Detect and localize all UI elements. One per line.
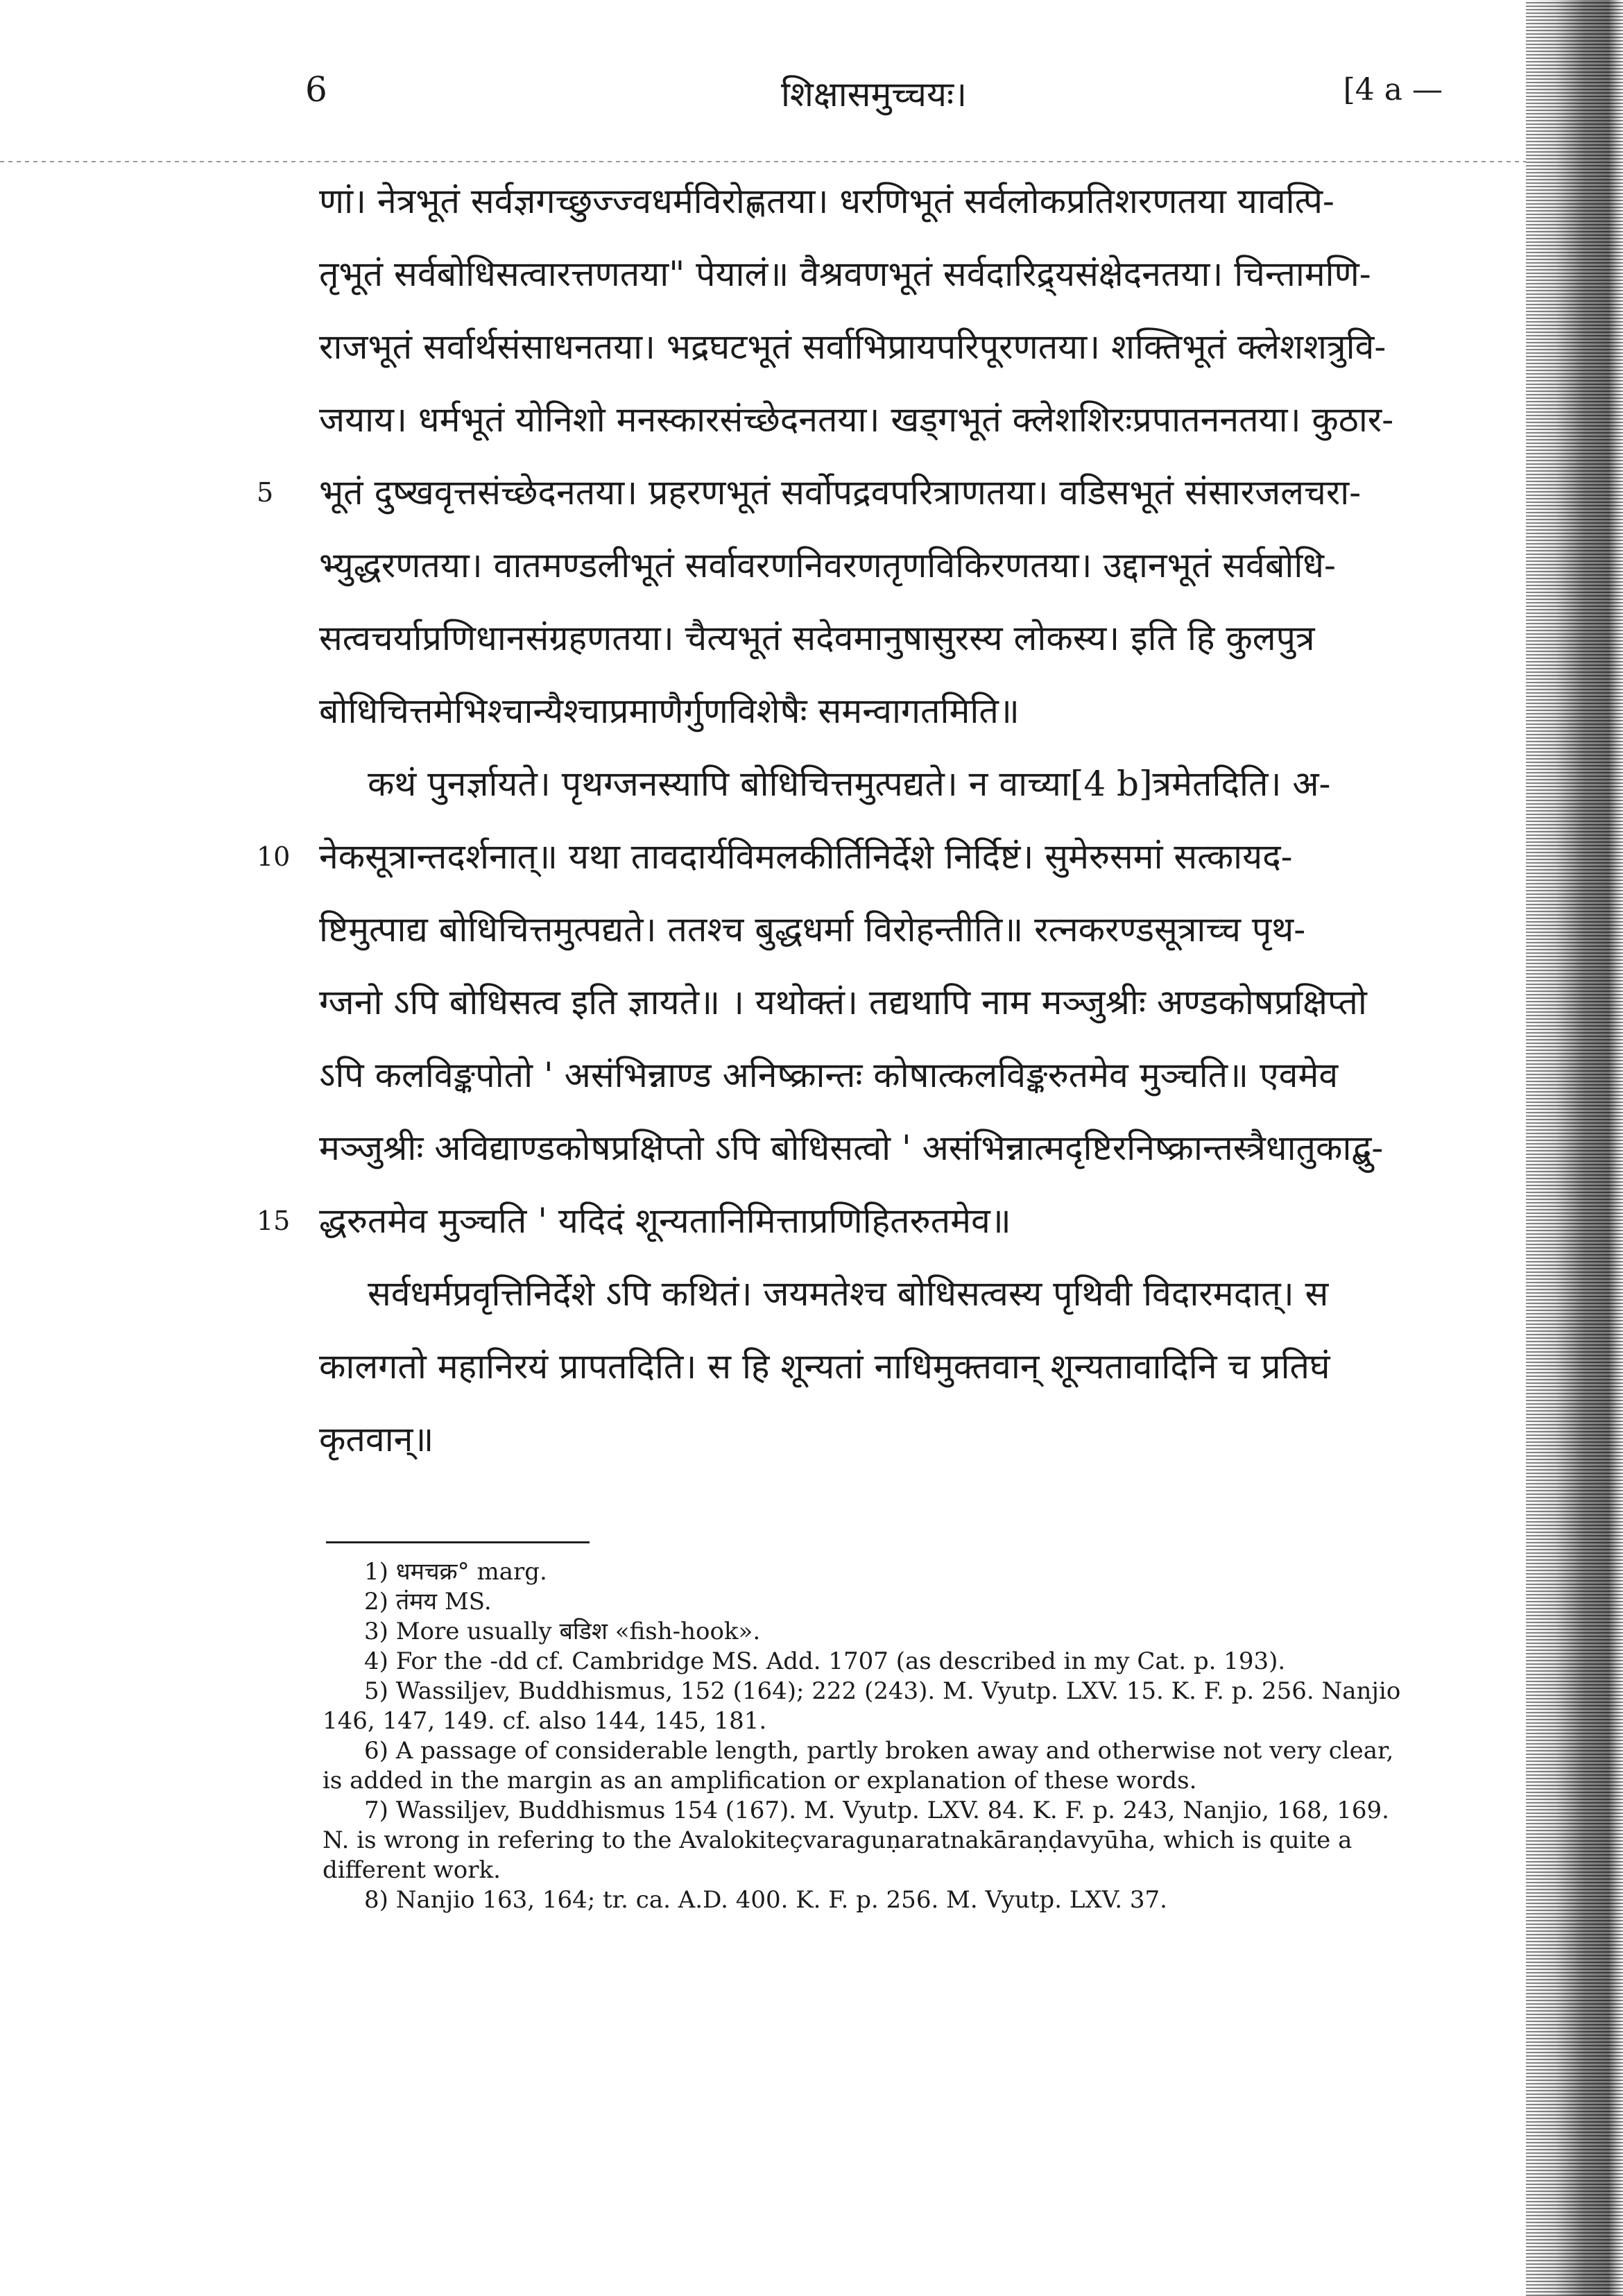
text-line <box>319 384 1443 456</box>
line-text: राजभूतं सर्वार्थसंसाधनतया। भद्रघटभूतं सर्वाभिप्रायपरिपूरणतया। शक्तिभूतं क्लेशशत्रुवि- <box>319 327 1386 367</box>
line-text: कालगतो महानिरयं प्रापतदिति। स हि शून्यतां नाधिमुक्तवान् शून्यतावादिनि च प्रतिघं <box>319 1346 1330 1387</box>
scan-rule <box>0 161 1526 162</box>
text-line <box>319 529 1443 602</box>
line-text: कृतवान्॥ <box>319 1419 434 1459</box>
text-line <box>319 1403 1443 1476</box>
line-number: 10 <box>257 841 291 872</box>
footnotes <box>323 1557 1418 1915</box>
text-line <box>257 1185 1443 1258</box>
line-text: ऽपि कलविङ्कपोतो ' असंभिन्नाण्ड अनिष्क्रान्तः कोषात्कलविङ्करुतमेव मुञ्चति॥ एवमेव <box>319 1055 1339 1095</box>
line-text: भूतं दुष्खवृत्तसंच्छेदनतया। प्रहरणभूतं सर्वोपद्रवपरित्राणतया। वडिसभूतं संसारजलचरा- <box>319 472 1362 513</box>
footnote: 8) Nanjio 163, 164; tr. ca. A.D. 400. K. F. p. 256. M. Vyutp. LXV. 37. <box>364 1886 1167 1914</box>
page-edge-shadow <box>1526 0 1623 2296</box>
line-text: ग्जनो ऽपि बोधिसत्व इति ज्ञायते॥ । यथोक्तं। तद्यथापि नाम मञ्जुश्रीः अण्डकोषप्रक्षिप्तो <box>319 982 1367 1022</box>
line-text: सत्वचर्याप्रणिधानसंग्रहणतया। चैत्यभूतं सदेवमानुषासुरस्य लोकस्य। इति हि कुलपुत्र <box>319 618 1315 658</box>
text-line <box>257 821 1443 893</box>
footnote: 2) तंमय MS. <box>364 1588 492 1616</box>
footnote-rule <box>326 1541 590 1543</box>
folio-reference: [4 a — <box>1343 72 1443 108</box>
text-line <box>319 1039 1443 1112</box>
text-line <box>319 238 1443 311</box>
text-line <box>319 966 1443 1039</box>
line-text: सर्वधर्मप्रवृत्तिनिर्देशे ऽपि कथितं। जयमतेश्च बोधिसत्वस्य पृथिवी विदारमदात्। स <box>368 1274 1329 1314</box>
footnote: 3) More usually बडिश «fish-hook». <box>364 1618 761 1645</box>
text-line <box>319 893 1443 966</box>
text-line <box>257 456 1443 529</box>
footnote: 4) For the -dd cf. Cambridge MS. Add. 1707 (as described in my Cat. p. 193). <box>364 1647 1286 1675</box>
line-text: जयाय। धर्मभूतं योनिशो मनस्कारसंच्छेदनतया। खड्गभूतं क्लेशशिरःप्रपातननतया। कुठार- <box>319 400 1394 440</box>
text-line <box>319 165 1443 238</box>
sanskrit-text <box>257 165 1443 1476</box>
footnote: 1) धमचक्र° marg. <box>364 1558 547 1586</box>
line-text: द्धरुतमेव मुञ्चति ' यदिदं शून्यतानिमित्ताप्रणिहितरुतमेव॥ <box>319 1201 1011 1241</box>
page-number: 6 <box>305 69 327 110</box>
line-text: णां। नेत्रभूतं सर्वज्ञगच्छुज्ज्वधर्मविरोह्णतया। धरणिभूतं सर्वलोकप्रतिशरणतया यावत्पि- <box>319 181 1334 221</box>
text-line <box>319 1330 1443 1403</box>
footnote: 6) A passage of considerable length, partly broken away and otherwise not very clear, is added in the margin as an amplification or explanation of these words. <box>323 1737 1394 1794</box>
line-number: 5 <box>257 477 274 508</box>
line-text: तृभूतं सर्वबोधिसत्वारत्तणतया" पेयालं॥ वैश्रवणभूतं सर्वदारिद्र्यसंक्षेदनतया। चिन्तामणि- <box>319 254 1371 294</box>
footnote: 7) Wassiljev, Buddhismus 154 (167). M. Vyutp. LXV. 84. K. F. p. 243, Nanjio, 168, 169. N. is wrong in refering to the Avalokiteçvaraguṇaratnakāraṇḍavyūha, which is quite a different work. <box>323 1797 1389 1884</box>
line-text: कथं पुनर्ज्ञायते। पृथग्जनस्यापि बोधिचित्तमुत्पद्यते। न वाच्या[4 b]त्रमेतदिति। अ- <box>368 764 1331 804</box>
line-text: भ्युद्धरणतया। वातमण्डलीभूतं सर्वावरणनिवरणतृणविकिरणतया। उद्दानभूतं सर्वबोधि- <box>319 545 1336 585</box>
text-line <box>319 1112 1443 1185</box>
text-line <box>319 748 1443 821</box>
running-title: शिक्षासमुच्चयः। <box>780 74 968 114</box>
line-text: मञ्जुश्रीः अविद्याण्डकोषप्रक्षिप्तो ऽपि बोधिसत्वो ' असंभिन्नात्मदृष्टिरनिष्क्रान्तस्त्रैधातुकाद्बु- <box>319 1128 1384 1168</box>
page-header <box>305 69 1443 125</box>
footnote: 5) Wassiljev, Buddhismus, 152 (164); 222 (243). M. Vyutp. LXV. 15. K. F. p. 256. Nanjio 146, 147, 149. cf. also 144, 145, 181. <box>323 1677 1401 1735</box>
text-line <box>319 311 1443 384</box>
line-text: बोधिचित्तमेभिश्चान्यैश्चाप्रमाणैर्गुणविशेषैः समन्वागतमिति॥ <box>319 691 1020 731</box>
line-number: 15 <box>257 1206 291 1236</box>
text-line <box>319 1258 1443 1330</box>
line-text: ष्टिमुत्पाद्य बोधिचित्तमुत्पद्यते। ततश्च बुद्धधर्मा विरोहन्तीति॥ रत्नकरण्डसूत्राच्च पृथ- <box>319 909 1306 950</box>
text-line <box>319 602 1443 675</box>
line-text: नेकसूत्रान्तदर्शनात्॥ यथा तावदार्यविमलकीर्तिनिर्देशे निर्दिष्टं। सुमेरुसमां सत्कायद- <box>319 837 1293 877</box>
text-line <box>319 675 1443 748</box>
